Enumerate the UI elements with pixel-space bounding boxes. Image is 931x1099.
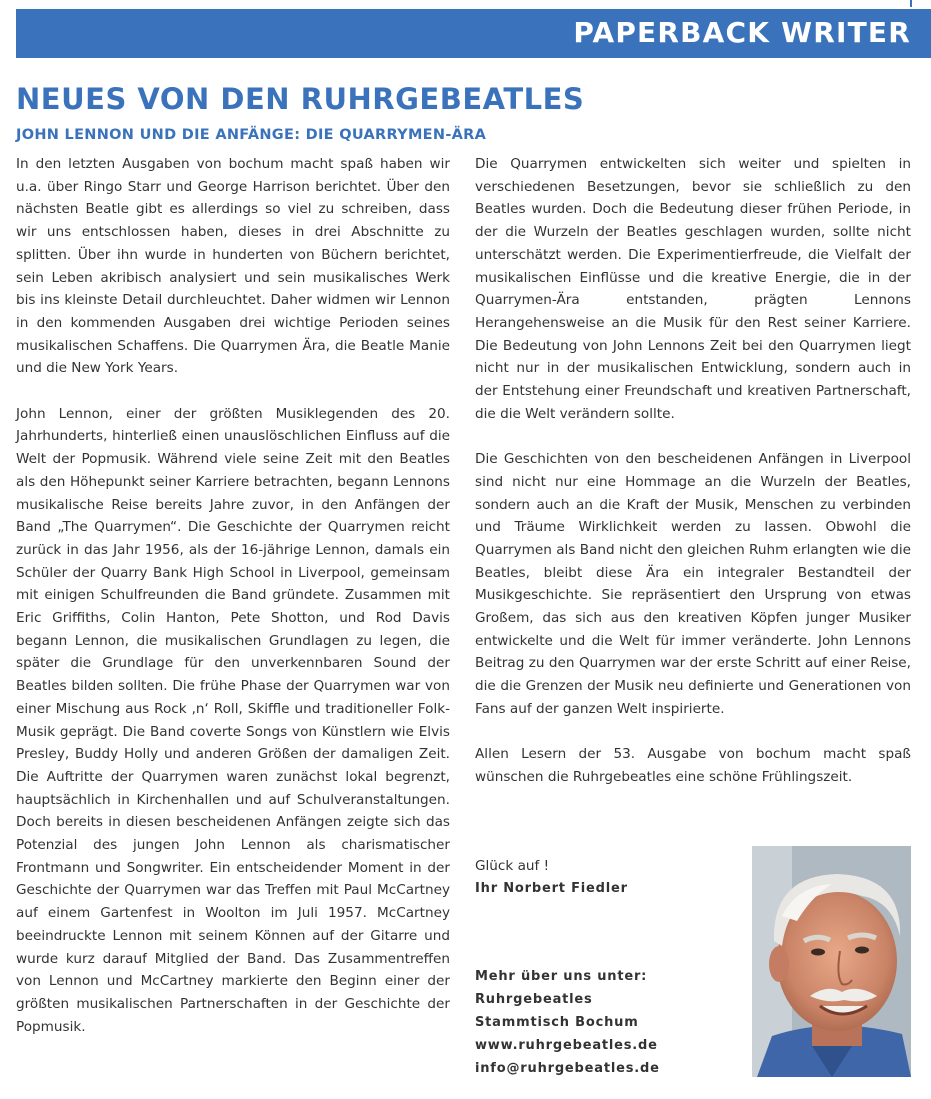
author-portrait-image	[752, 846, 911, 1077]
greeting-line: Glück auf !	[475, 858, 550, 874]
paragraph: Die Quarrymen entwickelten sich weiter und spielten in verschiedenen Besetzungen, bevor sie schließlich zu den Beatles wurden. Doch die Bedeutung dieser frühen Periode, in der die Wurzeln der Beatles geschlagen wurden, sollte nicht unterschätzt werden. Die Experimentierfreude, die Vielfalt der musikalischen Einflüsse und die kreative Energie, die in der Quarrymen-Ära entstanden, prägten Lennons Herangehensweise an die Musik für den Rest seiner Karriere. Die Bedeutung von John Lennons Zeit bei den Quarrymen liegt nicht nur in der musikalischen Entwicklung, sondern auch in der Entstehung einer Freundschaft und kreativen Partnerschaft, die die Welt verändern sollte.	[475, 156, 911, 422]
article-subheadline: JOHN LENNON UND DIE ANFÄNGE: DIE QUARRYMEN-ÄRA	[16, 127, 487, 143]
contact-email-link[interactable]: info@ruhrgebeatles.de	[475, 1060, 660, 1076]
section-title: PAPERBACK WRITER	[573, 16, 911, 49]
right-column	[475, 153, 911, 789]
closing-greeting	[475, 855, 628, 900]
paragraph: In den letzten Ausgaben von bochum macht spaß haben wir u.a. über Ringo Starr und George Harrison berichtet. Über den nächsten Beatle gibt es allerdings so viel zu schreiben, dass wir uns entschlossen haben, dieses in drei Abschnitte zu splitten. Über ihn wurde in hunderten von Büchern berichtet, sein Leben akribisch analysiert und sein musikalisches Werk bis ins kleinste Detail durchleuchtet. Daher widmen wir Lennon in den kommenden Ausgaben drei wichtige Perioden seines musikalischen Schaffens. Die Quarrymen Ära, die Beatle Manie und die New York Years.	[16, 156, 450, 377]
section-banner	[16, 9, 931, 58]
corner-mark	[910, 0, 912, 7]
article-headline: NEUES VON DEN RUHRGEBEATLES	[16, 82, 585, 116]
author-signature: Ihr Norbert Fiedler	[475, 880, 628, 896]
contact-info	[475, 966, 660, 1081]
left-column	[16, 153, 450, 1038]
paragraph: John Lennon, einer der größten Musiklegenden des 20. Jahrhunderts, hinterließ einen unauslöschlichen Einfluss auf die Welt der Popmusik. Während viele seine Zeit mit den Beatles als den Höhepunkt seiner Karriere betrachten, begann Lennons musikalische Reise bereits Jahre zuvor, in den Anfängen der Band „The Quarrymen“. Die Geschichte der Quarrymen reicht zurück in das Jahr 1956, als der 16-jährige Lennon, damals ein Schüler der Quarry Bank High School in Liverpool, gemeinsam mit einigen Schulfreunden die Band gründete. Zusammen mit Eric Griffiths, Colin Hanton, Pete Shotton, und Rod Davis begann Lennon, die musikalischen Grundlagen zu legen, die später die Grundlage für den unverkennbaren Sound der Beatles bilden sollten. Die frühe Phase der Quarrymen war von einer Mischung aus Rock ‚n‘ Roll, Skiffle und traditioneller Folk-Musik geprägt. Die Band coverte Songs von Künstlern wie Elvis Presley, Buddy Holly und anderen Größen der damaligen Zeit. Die Auftritte der Quarrymen waren zunächst lokal begrenzt, hauptsächlich in Kirchenhallen und auf Schulveranstaltungen. Doch bereits in diesen bescheidenen Anfängen zeigte sich das Potenzial des jungen John Lennon als charismatischer Frontmann und Songwriter. Ein entscheidender Moment in der Geschichte der Quarrymen war das Treffen mit Paul McCartney auf einem Gartenfest in Woolton im Juli 1957. McCartney beeindruckte Lennon mit seinem Können auf der Gitarre und wurde kurz darauf Mitglied der Band. Das Zusammentreffen von Lennon und McCartney markierte den Beginn einer der größten musikalischen Partnerschaften in der Geschichte der Popmusik.	[16, 405, 450, 1035]
author-photo	[752, 846, 911, 1077]
contact-website-link[interactable]: www.ruhrgebeatles.de	[475, 1037, 658, 1053]
contact-group-subtitle: Stammtisch Bochum	[475, 1014, 639, 1030]
paragraph: Die Geschichten von den bescheidenen Anfängen in Liverpool sind nicht nur eine Hommage an die Wurzeln der Beatles, sondern auch an die Kraft der Musik, Menschen zu verbinden und Träume Wirklichkeit werden zu lassen. Obwohl die Quarrymen als Band nicht den gleichen Ruhm erlangten wie die Beatles, bleibt diese Ära ein integraler Bestandteil der Musikgeschichte. Sie repräsentiert den Ursprung von etwas Großem, das sich aus den kreativen Köpfen junger Musiker entwickelte und die Welt für immer veränderte. John Lennons Beitrag zu den Quarrymen war der erste Schritt auf einer Reise, die die Grenzen der Musik neu definierte und Generationen von Fans auf der ganzen Welt inspirierte.	[475, 451, 911, 717]
paragraph: Allen Lesern der 53. Ausgabe von bochum macht spaß wünschen die Ruhrgebeatles eine schöne Frühlingszeit.	[475, 746, 911, 785]
contact-group-name: Ruhrgebeatles	[475, 991, 593, 1007]
contact-intro: Mehr über uns unter:	[475, 969, 648, 984]
